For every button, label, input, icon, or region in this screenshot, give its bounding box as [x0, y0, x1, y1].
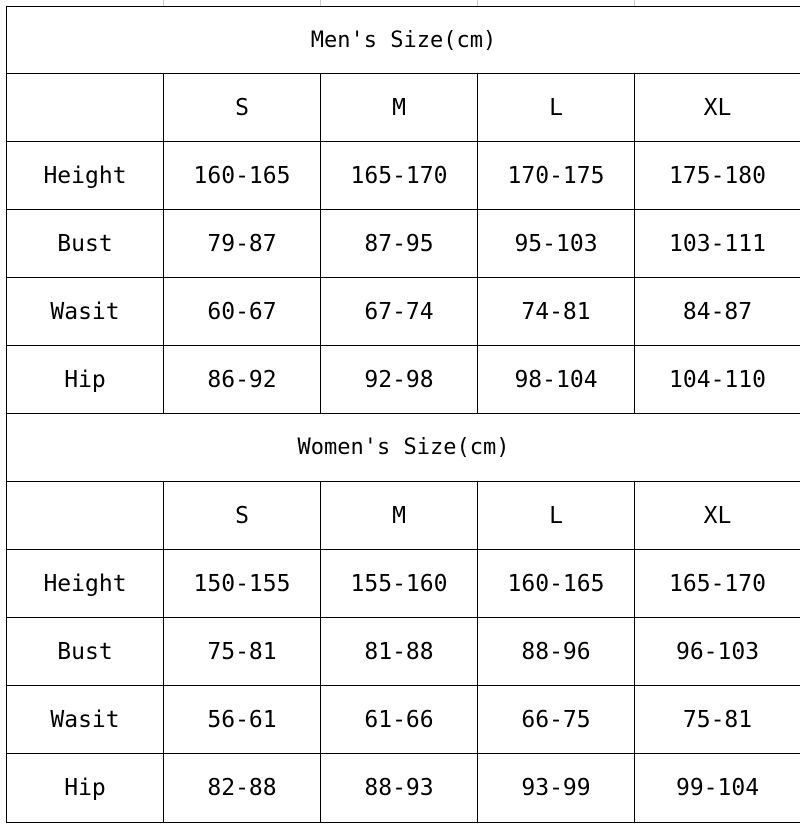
table-cell: 79-87	[164, 210, 321, 278]
table-cell: 96-103	[635, 618, 800, 686]
mens-title-row	[7, 7, 800, 74]
mens-header-row	[7, 74, 800, 142]
table-cell: 66-75	[478, 686, 635, 754]
table-cell: 86-92	[164, 346, 321, 414]
table-cell: 160-165	[478, 550, 635, 618]
table-cell: 82-88	[164, 754, 321, 823]
table-cell: 99-104	[635, 754, 800, 823]
table-cell: 155-160	[321, 550, 478, 618]
womens-bust-row	[7, 618, 800, 686]
table-cell: 75-81	[635, 686, 800, 754]
womens-height-row	[7, 550, 800, 618]
row-label: Hip	[7, 346, 164, 414]
table-cell: 165-170	[321, 142, 478, 210]
table-cell: 87-95	[321, 210, 478, 278]
table-cell: 61-66	[321, 686, 478, 754]
womens-hip-row	[7, 754, 800, 823]
table-cell: 75-81	[164, 618, 321, 686]
header-corner-cell	[7, 74, 164, 142]
header-size-m: M	[321, 482, 478, 550]
womens-size-title: Women's Size(cm)	[7, 414, 800, 482]
header-size-l: L	[478, 74, 635, 142]
table-cell: 81-88	[321, 618, 478, 686]
row-label: Bust	[7, 210, 164, 278]
table-cell: 103-111	[635, 210, 800, 278]
row-label: Hip	[7, 754, 164, 823]
table-cell: 93-99	[478, 754, 635, 823]
header-corner-cell	[7, 482, 164, 550]
table-cell: 104-110	[635, 346, 800, 414]
table-cell: 60-67	[164, 278, 321, 346]
header-size-s: S	[164, 482, 321, 550]
table-cell: 95-103	[478, 210, 635, 278]
header-size-l: L	[478, 482, 635, 550]
table-cell: 160-165	[164, 142, 321, 210]
womens-header-row	[7, 482, 800, 550]
row-label: Bust	[7, 618, 164, 686]
table-cell: 56-61	[164, 686, 321, 754]
row-label: Height	[7, 550, 164, 618]
table-cell: 170-175	[478, 142, 635, 210]
table-cell: 175-180	[635, 142, 800, 210]
table-cell: 67-74	[321, 278, 478, 346]
size-chart-table	[6, 6, 800, 823]
table-cell: 150-155	[164, 550, 321, 618]
mens-hip-row	[7, 346, 800, 414]
mens-height-row	[7, 142, 800, 210]
womens-waist-row	[7, 686, 800, 754]
mens-waist-row	[7, 278, 800, 346]
table-cell: 98-104	[478, 346, 635, 414]
header-size-s: S	[164, 74, 321, 142]
table-cell: 88-96	[478, 618, 635, 686]
table-cell: 165-170	[635, 550, 800, 618]
row-label: Height	[7, 142, 164, 210]
table-cell: 84-87	[635, 278, 800, 346]
row-label: Wasit	[7, 278, 164, 346]
row-label: Wasit	[7, 686, 164, 754]
table-cell: 92-98	[321, 346, 478, 414]
table-cell: 74-81	[478, 278, 635, 346]
womens-title-row	[7, 414, 800, 482]
mens-size-title: Men's Size(cm)	[7, 7, 800, 74]
table-cell: 88-93	[321, 754, 478, 823]
header-size-xl: XL	[635, 74, 800, 142]
header-size-xl: XL	[635, 482, 800, 550]
mens-bust-row	[7, 210, 800, 278]
header-size-m: M	[321, 74, 478, 142]
